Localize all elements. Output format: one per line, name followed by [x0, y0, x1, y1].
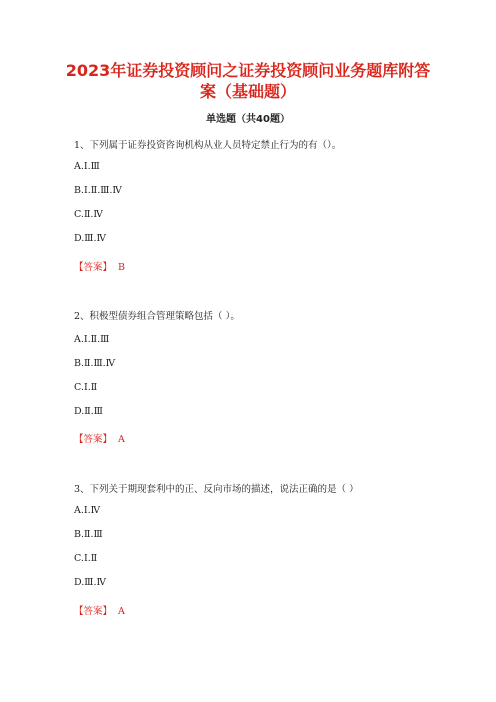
question-1-option-d: D.Ⅲ.Ⅳ: [74, 233, 106, 244]
question-3-answer: [74, 603, 125, 617]
question-1-text: 1、下列属于证券投资咨询机构从业人员特定禁止行为的有（）。: [74, 140, 342, 151]
question-1-answer: [74, 259, 125, 273]
question-1-option-c: C.Ⅱ.Ⅳ: [74, 209, 103, 220]
answer-tag: 【答案】: [74, 606, 113, 617]
question-2-answer: [74, 431, 125, 445]
question-1-option-a: A.Ⅰ.Ⅲ: [74, 161, 100, 172]
title-line-1: 2023年证券投资顾问之证券投资顾问业务题库附答: [65, 61, 431, 80]
answer-tag: 【答案】: [74, 262, 113, 273]
answer-value: A: [118, 434, 125, 445]
question-1-option-b: B.Ⅰ.Ⅱ.Ⅲ.Ⅳ: [74, 185, 122, 196]
question-2-option-a: A.Ⅰ.Ⅱ.Ⅲ: [74, 334, 110, 345]
answer-tag: 【答案】: [74, 434, 113, 445]
document-title: [40, 60, 456, 102]
question-3-option-b: B.Ⅱ.Ⅲ: [74, 529, 103, 540]
title-line-2: 案（基础题）: [199, 82, 296, 101]
question-2-text: 2、积极型债券组合管理策略包括（ ）。: [74, 311, 240, 322]
question-3-text: 3、下列关于期现套利中的正、反向市场的描述，说法正确的是（ ）: [74, 484, 359, 495]
question-3-option-d: D.Ⅲ.Ⅳ: [74, 577, 106, 588]
question-3-option-c: C.Ⅰ.Ⅱ: [74, 553, 98, 564]
section-heading: 单选题（共40题）: [206, 114, 290, 125]
answer-value: A: [118, 606, 125, 617]
question-2-option-b: B.Ⅱ.Ⅲ.Ⅳ: [74, 358, 116, 369]
answer-value: B: [118, 262, 125, 273]
question-2-option-d: D.Ⅱ.Ⅲ: [74, 406, 103, 417]
question-3-option-a: A.Ⅰ.Ⅳ: [74, 505, 101, 516]
question-2-option-c: C.Ⅰ.Ⅱ: [74, 382, 98, 393]
